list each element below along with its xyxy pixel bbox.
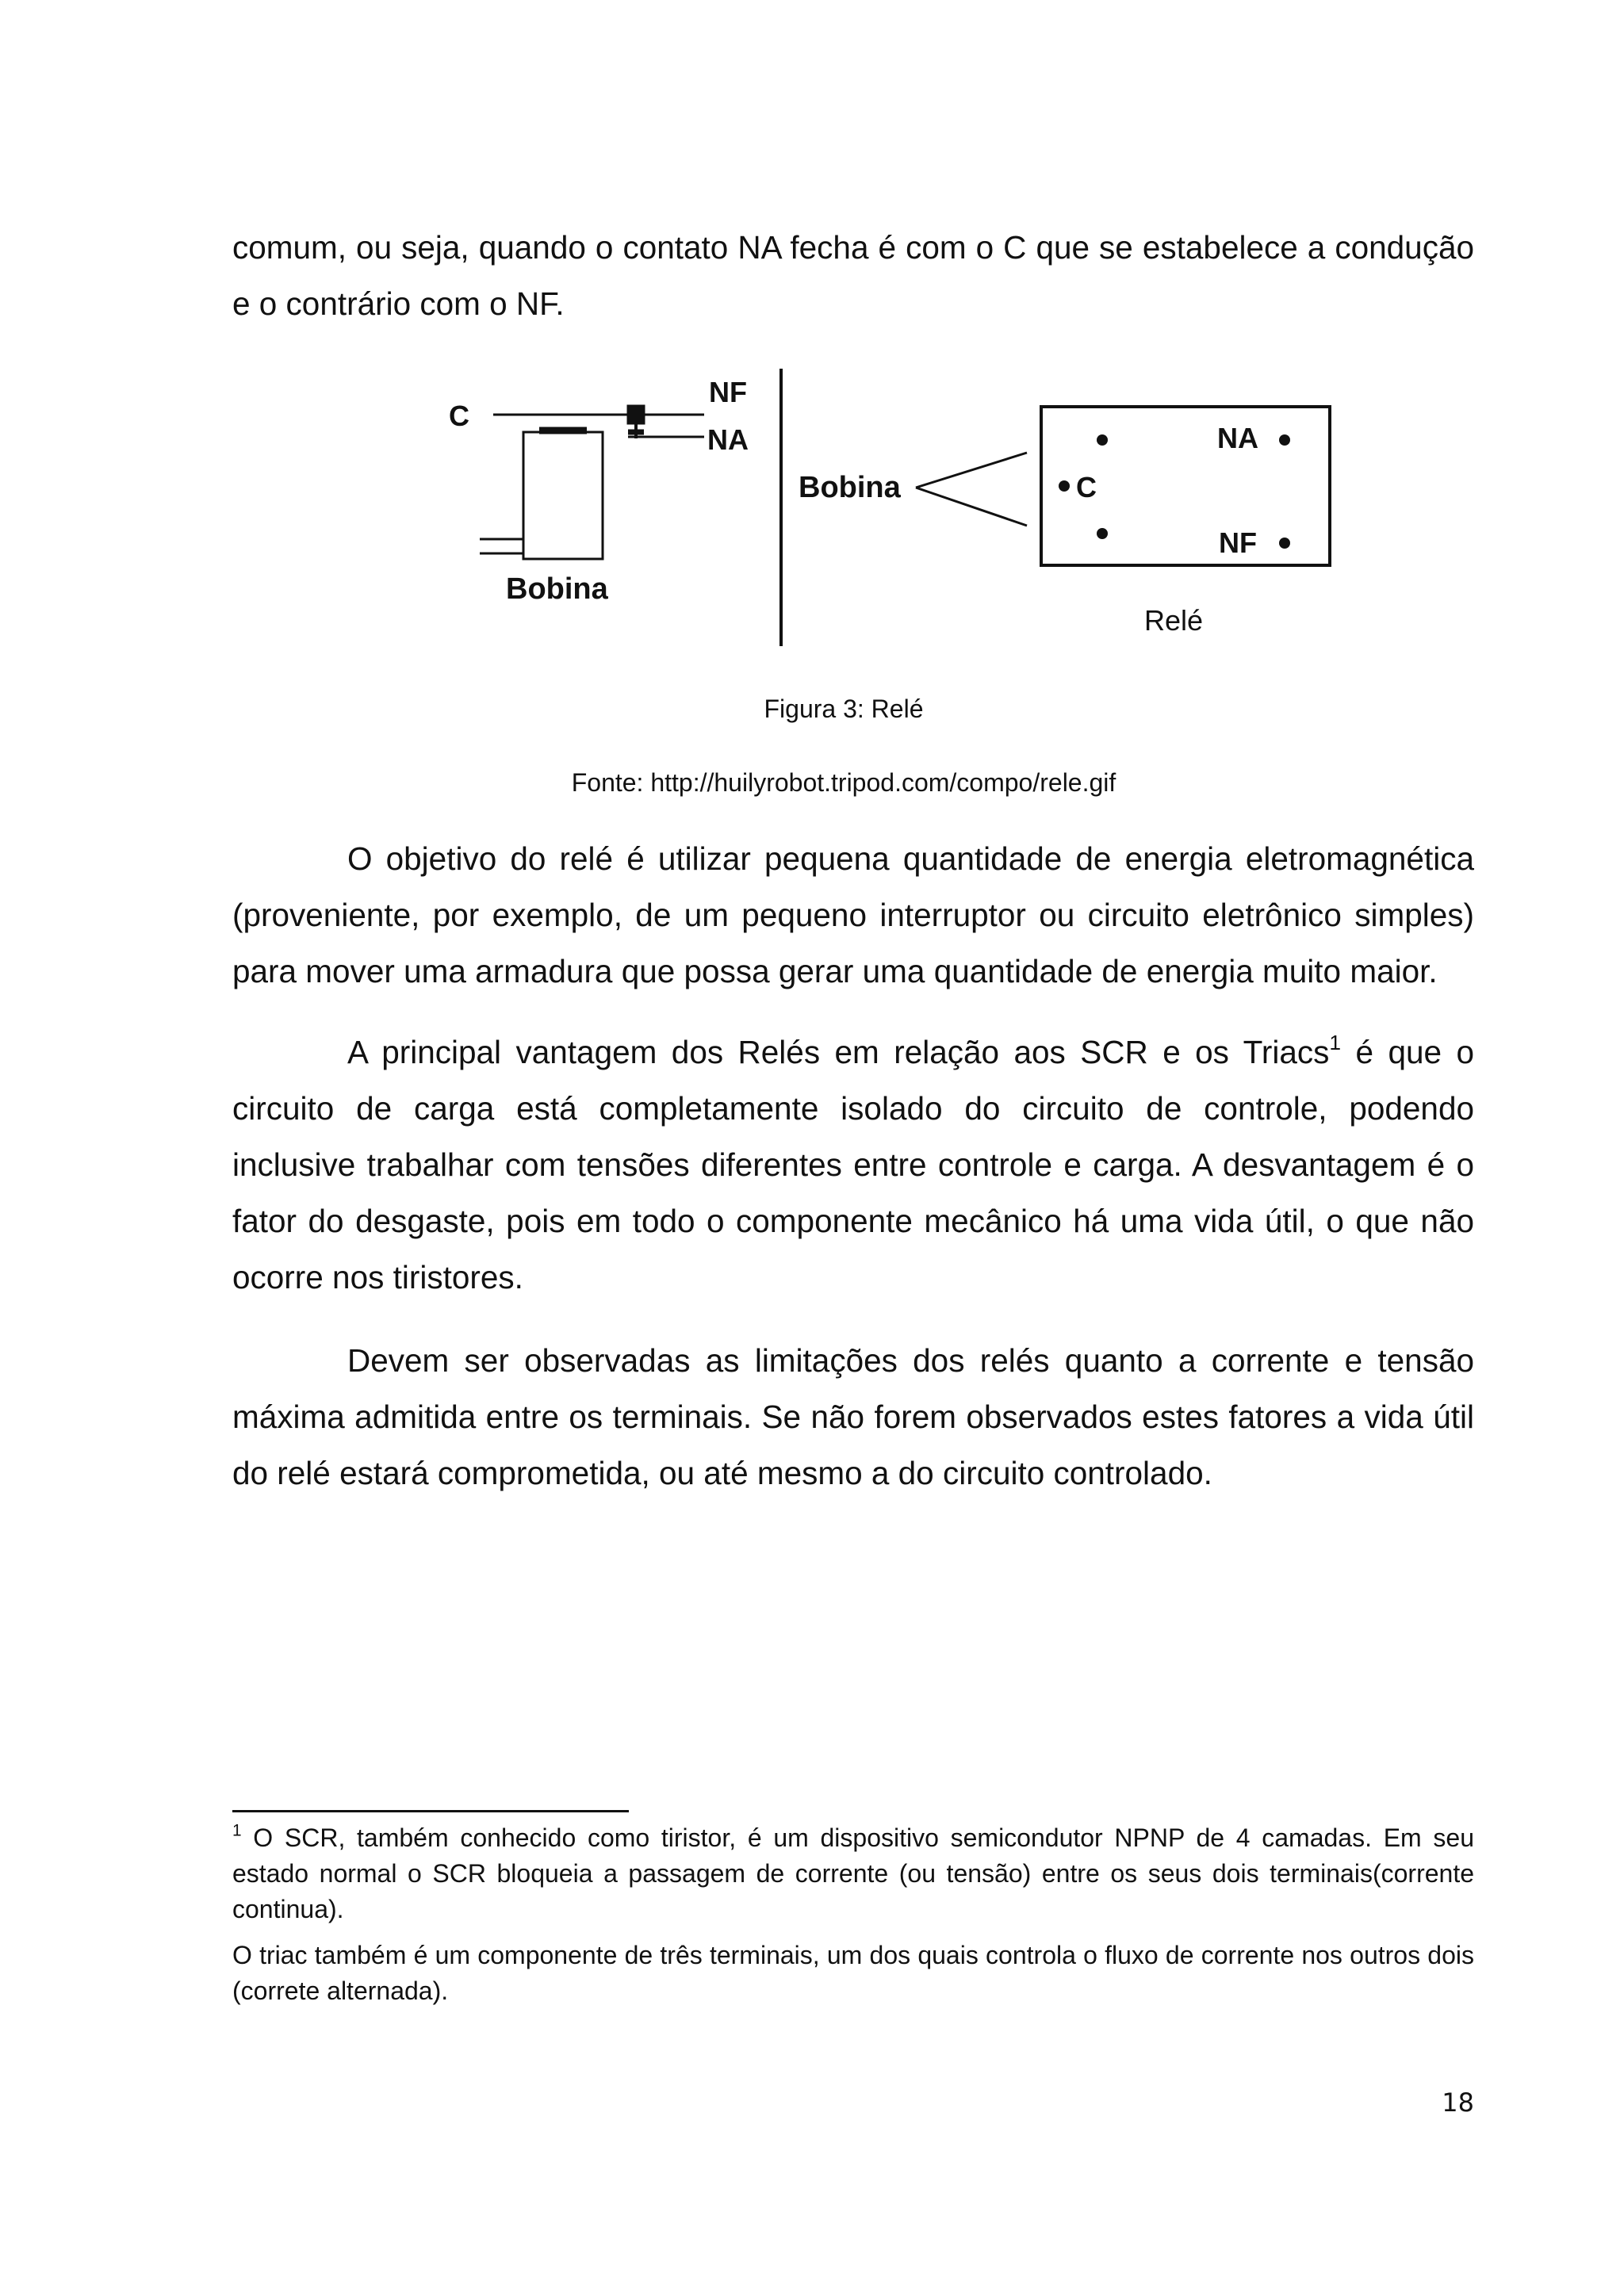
- page-number: 18: [1442, 2087, 1474, 2118]
- terminal-dot: [1097, 528, 1108, 539]
- label-bobina-left: Bobina: [506, 572, 608, 606]
- coil-body: [523, 432, 603, 559]
- relay-figure: [444, 361, 1364, 662]
- terminal-dot: [1097, 434, 1108, 446]
- advantages-text-end: é que o circuito de carga está completamente isolado do circuito de controle, podendo inclusive trabalhar com tensões diferentes entre controle e carga. A desvantagem é o fator do desgaste, pois em todo o componente mecânico há uma vida útil, o que não ocorre nos tiristores.: [232, 1034, 1474, 1295]
- label-nf: NF: [709, 376, 747, 408]
- label-c: C: [449, 400, 469, 432]
- footnote-mark: 1: [232, 1821, 242, 1840]
- paragraph-objective: O objetivo do relé é utilizar pequena quantidade de energia eletromagnética (proveniente, por exemplo, de um pequeno interruptor ou circuito eletrônico simples) para mover uma armadura que possa gerar uma quantidade de energia muito maior.: [232, 840, 1474, 989]
- terminal-dot: [1279, 538, 1290, 549]
- box-label-c: C: [1076, 471, 1097, 503]
- footnote-2: O triac também é um componente de três terminais, um dos quais controla o fluxo de corrente nos outros dois (correte alternada).: [232, 1941, 1474, 2005]
- coil-leads-arrow: [916, 453, 1027, 526]
- box-label-na: NA: [1217, 422, 1258, 454]
- terminal-dot: [1279, 434, 1290, 446]
- figure-caption: Figura 3: Relé: [764, 695, 924, 723]
- advantages-text-start: A principal vantagem dos Relés em relação aos SCR e os Triacs: [347, 1034, 1330, 1070]
- relay-schematic: [480, 405, 704, 559]
- footnote-1: [232, 1820, 1474, 1927]
- label-na: NA: [707, 423, 749, 456]
- paragraph-continuation: comum, ou seja, quando o contato NA fecha é com o C que se estabelece a condução e o contrário com o NF.: [232, 229, 1474, 322]
- footnote-separator: [232, 1810, 629, 1812]
- label-rele: Relé: [1144, 604, 1204, 637]
- paragraph-advantages: [232, 1024, 1474, 1306]
- box-label-nf: NF: [1219, 526, 1257, 559]
- terminal-dot: [1059, 480, 1070, 492]
- label-bobina-right: Bobina: [799, 471, 901, 504]
- footnote-reference[interactable]: 1: [1329, 1030, 1342, 1054]
- figure-source: Fonte: http://huilyrobot.tripod.com/compo/rele.gif: [571, 768, 1116, 797]
- paragraph-limitations: Devem ser observadas as limitações dos relés quanto a corrente e tensão máxima admitida entre os terminais. Se não forem observados estes fatores a vida útil do relé estará comprometida, ou até mesmo a do circuito controlado.: [232, 1342, 1474, 1491]
- footnote-1-text: O SCR, também conhecido como tiristor, é um dispositivo semicondutor NPNP de 4 camadas. Em seu estado normal o SCR bloqueia a passagem de corrente (ou tensão) entre os seus dois terminais(corrente continua).: [232, 1823, 1474, 1923]
